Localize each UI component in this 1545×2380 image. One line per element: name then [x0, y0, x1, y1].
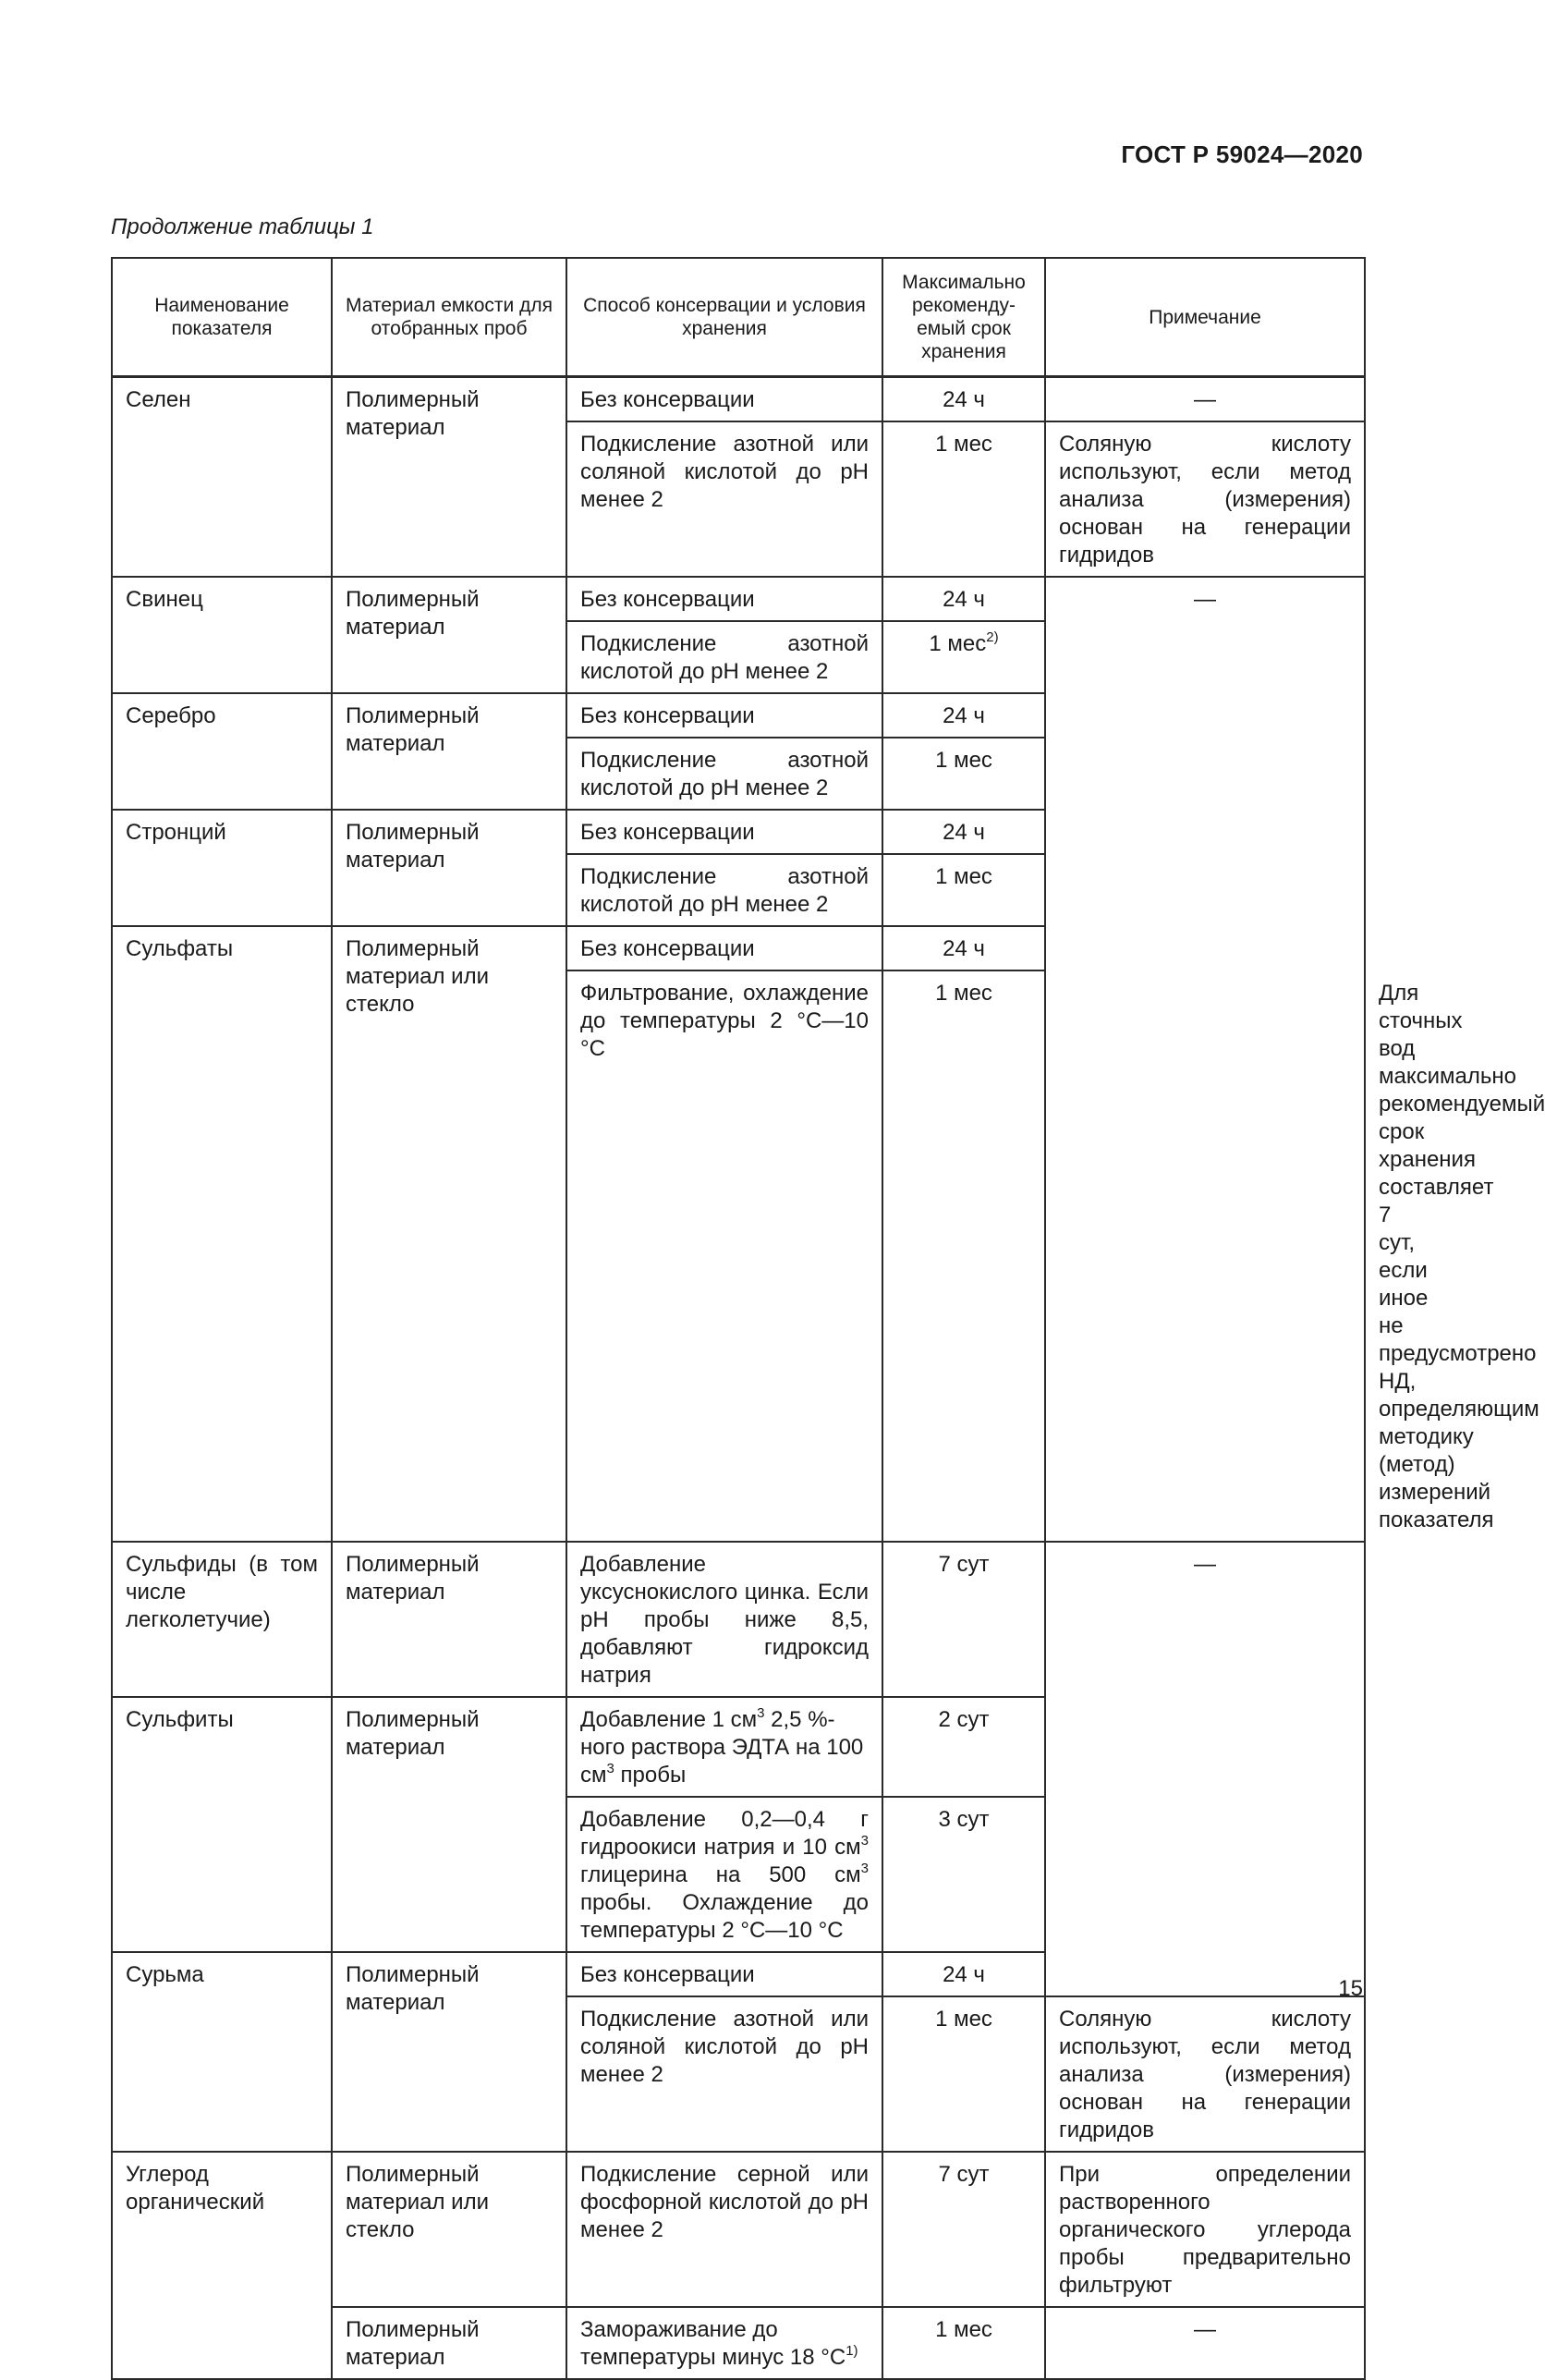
- column-header-max-storage-time: Максимально рекоменду-емый срок хранения: [882, 258, 1045, 377]
- method-text: пробы: [614, 1763, 687, 1788]
- storage-time-cell: 1 мес: [882, 421, 1045, 577]
- superscript: 3: [606, 1761, 614, 1776]
- storage-time-cell: 1 мес: [882, 738, 1045, 810]
- table-row: [112, 377, 1365, 422]
- material-cell: Полимерный материал: [332, 693, 566, 810]
- material-cell: Полимерный материал или стекло: [332, 926, 566, 1542]
- method-cell: Без консервации: [566, 1952, 882, 1996]
- column-header-container-material: Материал емкости для отобранных проб: [332, 258, 566, 377]
- method-cell: Фильтрование, охлаждение до температуры 2 °С—10 °С: [566, 970, 882, 1542]
- method-cell: Подкисление азотной кислотой до pH менее 2: [566, 854, 882, 926]
- method-text: пробы. Охлаждение до температуры 2 °С—10 °С: [580, 1890, 869, 1943]
- storage-time-cell: 24 ч: [882, 577, 1045, 621]
- indicator-cell: Серебро: [112, 693, 332, 810]
- material-cell: Полимерный материал: [332, 1542, 566, 1697]
- indicator-cell: Сульфиды (в том числе легколетучие): [112, 1542, 332, 1697]
- column-header-indicator: Наименование показателя: [112, 258, 332, 377]
- indicator-cell: Свинец: [112, 577, 332, 693]
- material-cell: Полимерный материал: [332, 377, 566, 578]
- storage-time-cell: 3 сут: [882, 1797, 1045, 1952]
- method-cell: Подкисление азотной или соляной кислотой до pH менее 2: [566, 1996, 882, 2152]
- table-caption: Продолжение таблицы 1: [111, 214, 374, 239]
- footnote-ref: 2): [986, 629, 999, 645]
- storage-time-cell: [882, 621, 1045, 693]
- storage-time-cell: 7 сут: [882, 2152, 1045, 2307]
- method-cell: [566, 2307, 882, 2379]
- superscript: 3: [860, 1861, 869, 1876]
- method-cell: Подкисление азотной кислотой до pH менее 2: [566, 621, 882, 693]
- method-cell: Без консервации: [566, 810, 882, 854]
- column-header-preservation-method: Способ консервации и условия хранения: [566, 258, 882, 377]
- note-cell: Соляную кислоту используют, если метод анализа (измерения) основан на генерации гидридов: [1045, 421, 1365, 577]
- column-header-note: Примечание: [1045, 258, 1365, 377]
- method-cell: Без консервации: [566, 926, 882, 970]
- material-cell: Полимерный материал или стекло: [332, 2152, 566, 2307]
- note-cell: —: [1045, 377, 1365, 422]
- indicator-cell: Сурьма: [112, 1952, 332, 2152]
- indicator-cell: Сульфиты: [112, 1697, 332, 1952]
- storage-time-cell: 24 ч: [882, 693, 1045, 738]
- indicator-cell: Углерод органический: [112, 2152, 332, 2379]
- storage-time-cell: 24 ч: [882, 1952, 1045, 1996]
- storage-time-cell: 1 мес: [882, 1996, 1045, 2152]
- storage-time-cell: 7 сут: [882, 1542, 1045, 1697]
- storage-time-cell: 24 ч: [882, 810, 1045, 854]
- storage-time-cell: 1 мес: [882, 2307, 1045, 2379]
- table-row: Фильтрование, охлаждение до температуры 2 °С—10 °С 1 мес Для сточных вод максимально рекомендуемый срок хранения составляет 7 сут, если иное не предусмотрено НД, определяющим методику (метод) измерений показателя: [112, 970, 1365, 1542]
- method-cell: Подкисление серной или фосфорной кислотой до pH менее 2: [566, 2152, 882, 2307]
- footnote-ref: 1): [845, 2343, 858, 2359]
- method-text: Добавление 0,2—0,4 г гидроокиси натрия и 10 см: [580, 1807, 869, 1860]
- method-text: Добавление 1 см: [580, 1707, 758, 1732]
- method-cell: [566, 1697, 882, 1797]
- method-cell: Без консервации: [566, 693, 882, 738]
- indicator-cell: Стронций: [112, 810, 332, 926]
- material-cell: Полимерный материал: [332, 1952, 566, 2152]
- page-number: 15: [1338, 1976, 1363, 2001]
- method-cell: Подкисление азотной или соляной кислотой до pH менее 2: [566, 421, 882, 577]
- method-cell: [566, 1797, 882, 1952]
- note-cell: Соляную кислоту используют, если метод анализа (измерения) основан на генерации гидридов: [1045, 1996, 1365, 2152]
- standard-code: ГОСТ Р 59024—2020: [1121, 140, 1363, 168]
- table-header-row: [112, 258, 1365, 377]
- note-cell: При определении растворенного органического углерода пробы предварительно фильтруют: [1045, 2152, 1365, 2307]
- storage-time-cell: 1 мес: [882, 854, 1045, 926]
- note-cell: —: [1045, 577, 1365, 1542]
- superscript: 3: [757, 1705, 765, 1721]
- material-cell: Полимерный материал: [332, 810, 566, 926]
- storage-time-cell: 24 ч: [882, 377, 1045, 422]
- storage-time-cell: 24 ч: [882, 926, 1045, 970]
- table-row: [112, 1542, 1365, 1697]
- method-text: глицерина на 500 см: [580, 1862, 861, 1887]
- material-cell: Полимерный материал: [332, 577, 566, 693]
- storage-time-value: 1 мес: [929, 631, 987, 656]
- indicator-cell: Селен: [112, 377, 332, 578]
- note-cell: —: [1045, 1542, 1365, 1996]
- method-cell: Без консервации: [566, 577, 882, 621]
- method-text: Замораживание до температуры минус 18 °С: [580, 2317, 846, 2370]
- storage-time-cell: 2 сут: [882, 1697, 1045, 1797]
- material-cell: Полимерный материал: [332, 2307, 566, 2379]
- method-cell: Без консервации: [566, 377, 882, 422]
- method-cell: Добавление уксуснокислого цинка. Если pH пробы ниже 8,5, добавляют гидроксид натрия: [566, 1542, 882, 1697]
- method-text: 2,5 %-ного раствора ЭДТА на 100 см: [580, 1707, 864, 1788]
- table-row: [112, 2152, 1365, 2307]
- storage-table: [111, 257, 1545, 2380]
- method-cell: Подкисление азотной кислотой до pH менее 2: [566, 738, 882, 810]
- superscript: 3: [860, 1833, 869, 1849]
- indicator-cell: Сульфаты: [112, 926, 332, 1542]
- storage-time-cell: 1 мес: [882, 970, 1045, 1542]
- material-cell: Полимерный материал: [332, 1697, 566, 1952]
- table-row: [112, 577, 1365, 621]
- note-cell: —: [1045, 2307, 1365, 2379]
